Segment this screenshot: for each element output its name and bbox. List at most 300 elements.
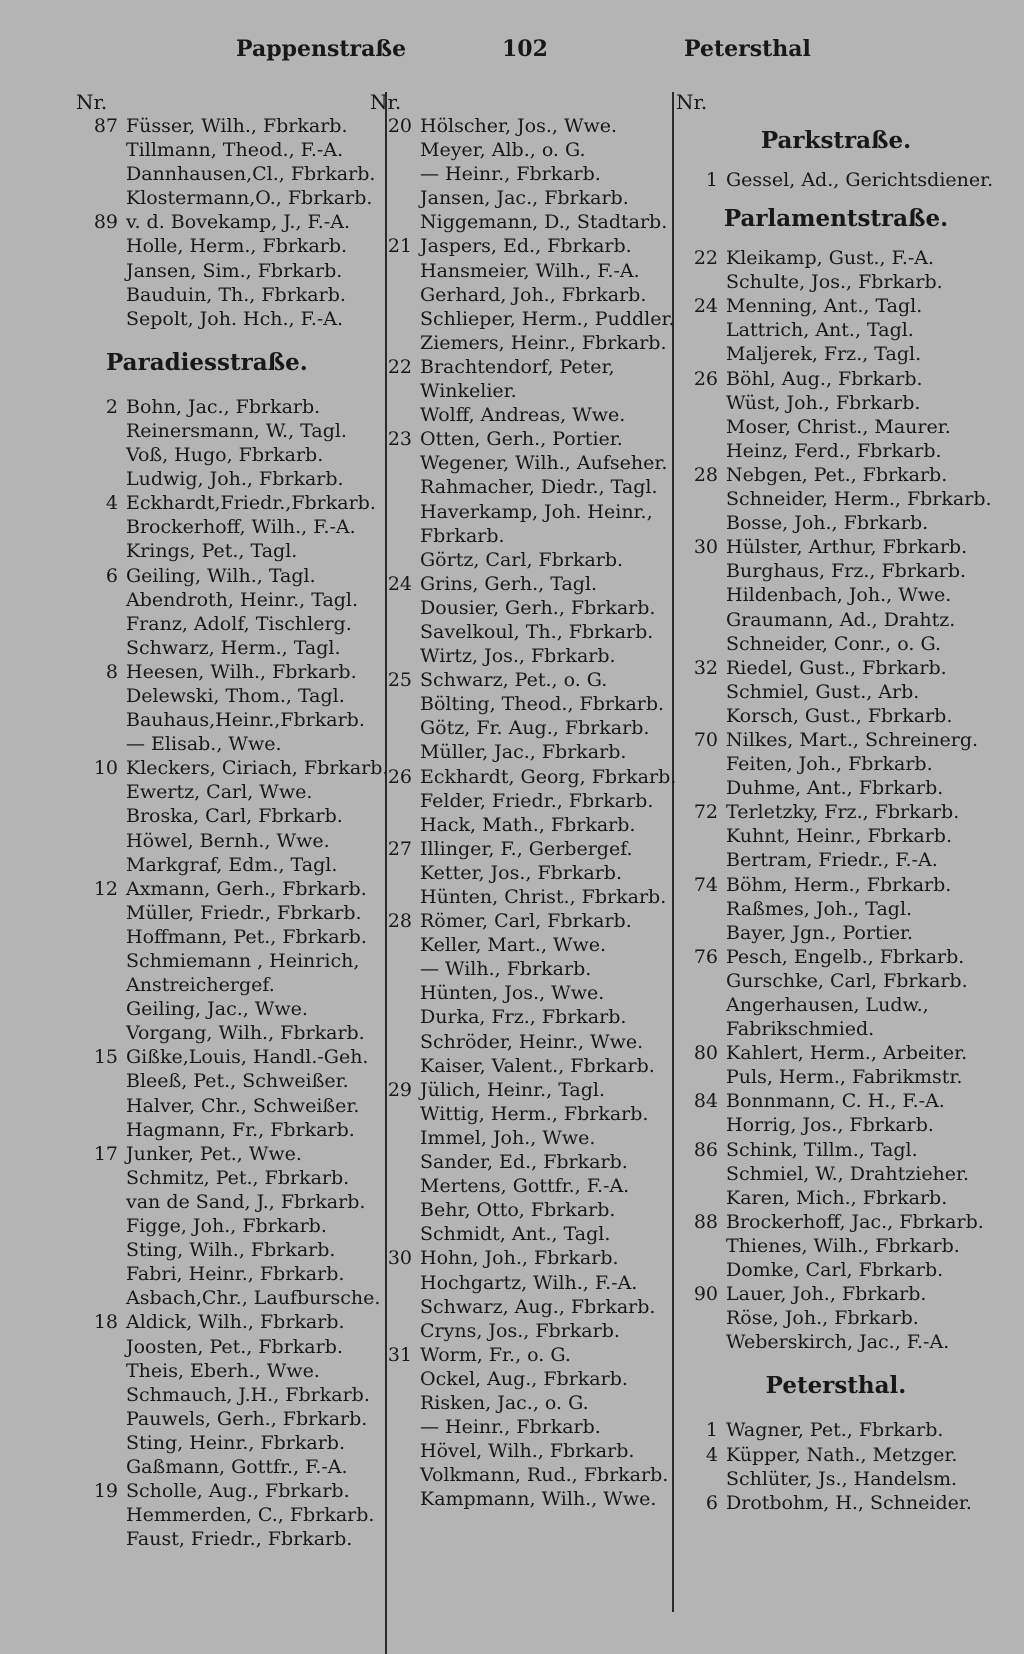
house-number bbox=[370, 885, 420, 909]
list-item bbox=[76, 307, 376, 331]
list-item bbox=[76, 491, 376, 515]
list-item bbox=[370, 1222, 675, 1246]
resident-entry: Winkelier. bbox=[420, 380, 517, 403]
list-item bbox=[76, 539, 376, 563]
list-item bbox=[370, 403, 675, 427]
resident-entry: Lauer, Joh., Fbrkarb. bbox=[726, 1283, 927, 1306]
house-number bbox=[76, 138, 126, 162]
resident-entry: Schmitz, Pet., Fbrkarb. bbox=[126, 1166, 350, 1189]
house-number: 20 bbox=[387, 115, 412, 137]
resident-entry: Höwel, Bernh., Wwe. bbox=[126, 829, 330, 852]
house-number bbox=[76, 1021, 126, 1045]
house-number bbox=[76, 1190, 126, 1214]
house-number bbox=[676, 993, 726, 1017]
house-number: 29 bbox=[387, 1078, 412, 1101]
house-number bbox=[370, 789, 420, 813]
list-item bbox=[370, 162, 675, 186]
list-item bbox=[370, 1439, 675, 1463]
house-number bbox=[676, 969, 726, 993]
resident-entry: Grins, Gerh., Tagl. bbox=[420, 572, 598, 595]
resident-entry: Wegener, Wilh., Aufseher. bbox=[420, 452, 668, 475]
resident-entry: Domke, Carl, Fbrkarb. bbox=[726, 1259, 944, 1282]
house-number bbox=[676, 1467, 726, 1491]
list-item bbox=[676, 1467, 996, 1491]
resident-entry: Junker, Pet., Wwe. bbox=[126, 1142, 302, 1165]
list-item bbox=[370, 765, 675, 789]
list-item bbox=[76, 853, 376, 877]
list-item bbox=[76, 708, 376, 732]
house-number: 4 bbox=[105, 492, 118, 515]
resident-entry: Otten, Gerh., Portier. bbox=[420, 428, 623, 451]
house-number: 21 bbox=[387, 235, 412, 258]
list-item bbox=[370, 1391, 675, 1415]
house-number bbox=[676, 1258, 726, 1282]
resident-entry: Karen, Mich., Fbrkarb. bbox=[726, 1186, 948, 1209]
resident-entry: Eckhardt,Friedr.,Fbrkarb. bbox=[126, 492, 376, 515]
resident-entry: Bleeß, Pet., Schweißer. bbox=[126, 1070, 349, 1093]
list-item bbox=[76, 829, 376, 853]
house-number: 6 bbox=[705, 1491, 718, 1514]
house-number bbox=[76, 1503, 126, 1527]
house-number: 24 bbox=[693, 295, 718, 318]
resident-entry: Wittig, Herm., Fbrkarb. bbox=[420, 1102, 649, 1125]
list-item bbox=[676, 1113, 996, 1137]
list-item bbox=[370, 1102, 675, 1126]
list-item bbox=[76, 973, 376, 997]
resident-entry: Riedel, Gust., Fbrkarb. bbox=[726, 656, 947, 679]
resident-entry: Illinger, F., Gerbergef. bbox=[420, 837, 633, 860]
list-item bbox=[370, 668, 675, 692]
list-item bbox=[370, 283, 675, 307]
house-number bbox=[370, 500, 420, 524]
resident-entry: Klostermann,O., Fbrkarb. bbox=[126, 187, 373, 210]
house-number bbox=[676, 511, 726, 535]
list-item bbox=[676, 246, 996, 270]
house-number bbox=[676, 318, 726, 342]
house-number bbox=[676, 1065, 726, 1089]
list-item bbox=[370, 210, 675, 234]
resident-entry: Cryns, Jos., Fbrkarb. bbox=[420, 1319, 620, 1342]
list-item bbox=[370, 307, 675, 331]
resident-entry: Hövel, Wilh., Fbrkarb. bbox=[420, 1440, 635, 1463]
street-heading: Petersthal. bbox=[765, 1372, 907, 1400]
resident-entry: Rahmacher, Diedr., Tagl. bbox=[420, 476, 658, 499]
resident-entry: Worm, Fr., o. G. bbox=[420, 1343, 571, 1366]
house-number: 23 bbox=[387, 428, 412, 451]
list-item bbox=[76, 1310, 376, 1334]
list-item bbox=[370, 620, 675, 644]
resident-entry: Schmidt, Ant., Tagl. bbox=[420, 1223, 611, 1246]
list-item bbox=[370, 475, 675, 499]
resident-entry: Schink, Tillm., Tagl. bbox=[726, 1138, 918, 1161]
house-number: 4 bbox=[705, 1443, 718, 1466]
list-item bbox=[676, 168, 996, 192]
house-number: 19 bbox=[93, 1480, 118, 1503]
house-number bbox=[76, 1359, 126, 1383]
resident-entry: Wolff, Andreas, Wwe. bbox=[420, 404, 626, 427]
resident-entry: Böhl, Aug., Fbrkarb. bbox=[726, 367, 923, 390]
resident-entry: — Elisab., Wwe. bbox=[126, 733, 282, 756]
house-number bbox=[370, 716, 420, 740]
list-item bbox=[76, 925, 376, 949]
house-number bbox=[370, 1054, 420, 1078]
house-number bbox=[676, 897, 726, 921]
resident-entry: Dannhausen,Cl., Fbrkarb. bbox=[126, 163, 376, 186]
list-item bbox=[76, 1431, 376, 1455]
house-number bbox=[76, 684, 126, 708]
list-item bbox=[676, 1186, 996, 1210]
list-item bbox=[76, 234, 376, 258]
list-item bbox=[76, 1190, 376, 1214]
house-number bbox=[370, 451, 420, 475]
resident-entry: Götz, Fr. Aug., Fbrkarb. bbox=[420, 717, 650, 740]
resident-entry: Eckhardt, Georg, Fbrkarb. bbox=[420, 765, 677, 788]
list-item bbox=[76, 210, 376, 234]
resident-entry: Figge, Joh., Fbrkarb. bbox=[126, 1215, 327, 1238]
resident-entry: Volkmann, Rud., Fbrkarb. bbox=[420, 1464, 669, 1487]
list-item bbox=[76, 1407, 376, 1431]
column-2 bbox=[370, 90, 675, 1511]
resident-entry: Felder, Friedr., Fbrkarb. bbox=[420, 789, 654, 812]
resident-entry: Bayer, Jgn., Portier. bbox=[726, 921, 914, 944]
house-number bbox=[370, 933, 420, 957]
resident-entry: Schmiemann , Heinrich, bbox=[126, 950, 360, 972]
resident-entry: Bertram, Friedr., F.-A. bbox=[726, 849, 938, 872]
resident-entry: Moser, Christ., Maurer. bbox=[726, 415, 951, 438]
house-number bbox=[370, 1439, 420, 1463]
list-item bbox=[76, 1238, 376, 1262]
resident-entry: Brockerhoff, Wilh., F.-A. bbox=[126, 516, 356, 539]
list-item bbox=[676, 1041, 996, 1065]
house-number bbox=[76, 1262, 126, 1286]
house-number: 22 bbox=[693, 247, 718, 270]
list-item bbox=[370, 259, 675, 283]
list-item bbox=[76, 877, 376, 901]
house-number bbox=[370, 210, 420, 234]
house-number bbox=[76, 1383, 126, 1407]
resident-entry: Hoffmann, Pet., Fbrkarb. bbox=[126, 925, 367, 948]
house-number bbox=[370, 1415, 420, 1439]
resident-entry: Nebgen, Pet., Fbrkarb. bbox=[726, 463, 948, 486]
resident-entry: Böhm, Herm., Fbrkarb. bbox=[726, 873, 952, 896]
resident-entry: Anstreichergef. bbox=[126, 974, 275, 997]
entry-list bbox=[676, 246, 996, 1354]
list-item bbox=[676, 294, 996, 318]
list-item bbox=[676, 270, 996, 294]
house-number: 74 bbox=[693, 873, 718, 896]
resident-entry: Kahlert, Herm., Arbeiter. bbox=[726, 1042, 968, 1065]
house-number bbox=[76, 732, 126, 756]
resident-entry: Bohn, Jac., Fbrkarb. bbox=[126, 395, 321, 418]
list-item bbox=[76, 1527, 376, 1551]
resident-entry: Theis, Eberh., Wwe. bbox=[126, 1359, 320, 1382]
list-item bbox=[676, 728, 996, 752]
resident-entry: Hünten, Jos., Wwe. bbox=[420, 982, 605, 1005]
house-number bbox=[676, 1330, 726, 1354]
resident-entry: Kaiser, Valent., Fbrkarb. bbox=[420, 1054, 655, 1077]
list-item bbox=[676, 873, 996, 897]
list-item bbox=[76, 588, 376, 612]
list-item bbox=[370, 1271, 675, 1295]
list-item bbox=[676, 969, 996, 993]
resident-entry: Graumann, Ad., Drahtz. bbox=[726, 608, 956, 631]
house-number bbox=[370, 1126, 420, 1150]
resident-entry: Sting, Wilh., Fbrkarb. bbox=[126, 1239, 336, 1262]
resident-entry: Schulte, Jos., Fbrkarb. bbox=[726, 271, 943, 294]
list-item bbox=[76, 1045, 376, 1069]
list-item bbox=[76, 1479, 376, 1503]
resident-entry: Kuhnt, Heinr., Fbrkarb. bbox=[726, 825, 952, 848]
resident-entry: Wüst, Joh., Fbrkarb. bbox=[726, 391, 921, 414]
house-number bbox=[676, 1186, 726, 1210]
house-number bbox=[676, 608, 726, 632]
entry-list bbox=[370, 114, 675, 1511]
list-item bbox=[676, 1065, 996, 1089]
house-number bbox=[370, 1271, 420, 1295]
house-number: 26 bbox=[693, 367, 718, 390]
resident-entry: Durka, Frz., Fbrkarb. bbox=[420, 1006, 627, 1029]
house-number bbox=[676, 415, 726, 439]
resident-entry: Joosten, Pet., Fbrkarb. bbox=[126, 1335, 343, 1358]
resident-entry: Fabrikschmied. bbox=[726, 1018, 875, 1041]
resident-entry: Bölting, Theod., Fbrkarb. bbox=[420, 693, 665, 716]
resident-entry: — Wilh., Fbrkarb. bbox=[420, 958, 592, 981]
resident-entry: Brockerhoff, Jac., Fbrkarb. bbox=[726, 1210, 984, 1233]
resident-entry: Hülster, Arthur, Fbrkarb. bbox=[726, 536, 968, 559]
list-item bbox=[676, 1306, 996, 1330]
header-left-street: Pappenstraße bbox=[236, 36, 407, 62]
list-item bbox=[370, 981, 675, 1005]
resident-entry: Gessel, Ad., Gerichtsdiener. bbox=[726, 169, 994, 191]
house-number: 28 bbox=[693, 463, 718, 486]
house-number bbox=[676, 270, 726, 294]
house-number: 84 bbox=[693, 1090, 718, 1113]
resident-entry: Schwarz, Pet., o. G. bbox=[420, 669, 608, 692]
resident-entry: Reinersmann, W., Tagl. bbox=[126, 419, 347, 442]
resident-entry: Menning, Ant., Tagl. bbox=[726, 295, 923, 318]
house-number bbox=[370, 861, 420, 885]
list-item bbox=[676, 1089, 996, 1113]
house-number bbox=[370, 1174, 420, 1198]
resident-entry: Schneider, Herm., Fbrkarb. bbox=[726, 488, 992, 511]
list-item bbox=[370, 692, 675, 716]
house-number bbox=[370, 138, 420, 162]
list-item bbox=[370, 1078, 675, 1102]
resident-entry: Krings, Pet., Tagl. bbox=[126, 540, 298, 563]
house-number bbox=[676, 776, 726, 800]
resident-entry: Hansmeier, Wilh., F.-A. bbox=[420, 259, 640, 282]
house-number: 24 bbox=[387, 572, 412, 595]
house-number: 17 bbox=[93, 1142, 118, 1165]
house-number bbox=[370, 1487, 420, 1511]
resident-entry: Sting, Heinr., Fbrkarb. bbox=[126, 1431, 346, 1454]
entry-list bbox=[76, 395, 389, 1552]
house-number bbox=[370, 524, 420, 548]
resident-entry: Bonnmann, C. H., F.-A. bbox=[726, 1090, 945, 1113]
list-item bbox=[370, 1295, 675, 1319]
list-item bbox=[676, 776, 996, 800]
list-item bbox=[76, 804, 376, 828]
house-number bbox=[370, 379, 420, 403]
house-number bbox=[676, 680, 726, 704]
resident-entry: Jansen, Jac., Fbrkarb. bbox=[420, 187, 629, 210]
resident-entry: Abendroth, Heinr., Tagl. bbox=[126, 588, 359, 611]
resident-entry: Burghaus, Frz., Fbrkarb. bbox=[726, 560, 967, 583]
house-number bbox=[76, 234, 126, 258]
house-number bbox=[676, 487, 726, 511]
resident-entry: Voß, Hugo, Fbrkarb. bbox=[126, 444, 324, 467]
list-item bbox=[676, 511, 996, 535]
list-item bbox=[76, 901, 376, 925]
resident-entry: Hohn, Joh., Fbrkarb. bbox=[420, 1247, 619, 1270]
list-item bbox=[676, 656, 996, 680]
resident-entry: Gißke,Louis, Handl.-Geh. bbox=[126, 1046, 369, 1069]
list-item bbox=[676, 993, 996, 1017]
list-item bbox=[370, 837, 675, 861]
house-number bbox=[676, 824, 726, 848]
list-item bbox=[76, 1262, 376, 1286]
house-number bbox=[370, 1222, 420, 1246]
list-item bbox=[370, 1150, 675, 1174]
resident-entry: Franz, Adolf, Tischlerg. bbox=[126, 612, 352, 635]
house-number bbox=[370, 1030, 420, 1054]
house-number bbox=[76, 443, 126, 467]
house-number bbox=[676, 391, 726, 415]
list-item bbox=[370, 909, 675, 933]
list-item bbox=[676, 1210, 996, 1234]
list-item bbox=[76, 1455, 376, 1479]
list-item bbox=[370, 138, 675, 162]
list-item bbox=[676, 1491, 996, 1515]
list-item bbox=[76, 997, 376, 1021]
resident-entry: Schmiel, Gust., Arb. bbox=[726, 680, 920, 703]
resident-entry: Raßmes, Joh., Tagl. bbox=[726, 897, 913, 920]
resident-entry: Lattrich, Ant., Tagl. bbox=[726, 319, 914, 342]
house-number bbox=[676, 559, 726, 583]
list-item bbox=[676, 680, 996, 704]
resident-entry: Behr, Otto, Fbrkarb. bbox=[420, 1199, 616, 1222]
house-number bbox=[370, 596, 420, 620]
list-item bbox=[676, 583, 996, 607]
list-item bbox=[676, 921, 996, 945]
house-number bbox=[370, 1295, 420, 1319]
list-item bbox=[370, 861, 675, 885]
resident-entry: Scholle, Aug., Fbrkarb. bbox=[126, 1480, 350, 1503]
list-item bbox=[76, 186, 376, 210]
resident-entry: Sander, Ed., Fbrkarb. bbox=[420, 1151, 628, 1174]
house-number bbox=[370, 186, 420, 210]
list-item bbox=[676, 487, 996, 511]
list-item bbox=[676, 1258, 996, 1282]
house-number bbox=[76, 162, 126, 186]
resident-entry: Hölscher, Jos., Wwe. bbox=[420, 115, 618, 137]
house-number: 6 bbox=[105, 564, 118, 587]
list-item bbox=[370, 1054, 675, 1078]
list-item bbox=[676, 1418, 996, 1442]
resident-entry: Korsch, Gust., Fbrkarb. bbox=[726, 704, 953, 727]
house-number: 30 bbox=[387, 1247, 412, 1270]
house-number bbox=[676, 342, 726, 366]
header-right-street: Petersthal bbox=[684, 36, 811, 62]
list-item bbox=[676, 415, 996, 439]
house-number: 10 bbox=[93, 757, 118, 780]
resident-entry: Asbach,Chr., Laufbursche. bbox=[126, 1287, 381, 1310]
list-item bbox=[676, 1330, 996, 1354]
house-number bbox=[76, 1069, 126, 1093]
house-number bbox=[76, 588, 126, 612]
house-number bbox=[370, 1463, 420, 1487]
list-item bbox=[370, 596, 675, 620]
list-item bbox=[76, 1118, 376, 1142]
house-number bbox=[76, 1166, 126, 1190]
house-number bbox=[676, 704, 726, 728]
resident-entry: Thienes, Wilh., Fbrkarb. bbox=[726, 1234, 960, 1257]
resident-entry: Angerhausen, Ludw., bbox=[726, 994, 929, 1016]
house-number bbox=[676, 1113, 726, 1137]
resident-entry: Sepolt, Joh. Hch., F.-A. bbox=[126, 307, 344, 330]
list-item bbox=[76, 443, 376, 467]
resident-entry: Mertens, Gottfr., F.-A. bbox=[420, 1175, 630, 1198]
house-number: 80 bbox=[693, 1042, 718, 1065]
house-number bbox=[76, 1238, 126, 1262]
list-item bbox=[76, 564, 376, 588]
list-item bbox=[676, 945, 996, 969]
house-number bbox=[76, 419, 126, 443]
list-item bbox=[370, 427, 675, 451]
list-item bbox=[370, 813, 675, 837]
house-number bbox=[370, 620, 420, 644]
list-item bbox=[76, 1166, 376, 1190]
house-number bbox=[76, 1118, 126, 1142]
list-item bbox=[370, 885, 675, 909]
resident-entry: Heesen, Wilh., Fbrkarb. bbox=[126, 660, 357, 683]
house-number bbox=[370, 162, 420, 186]
resident-entry: Hildenbach, Joh., Wwe. bbox=[726, 584, 952, 607]
list-item bbox=[76, 114, 376, 138]
resident-entry: Röse, Joh., Fbrkarb. bbox=[726, 1307, 919, 1330]
entry-list bbox=[76, 114, 376, 331]
list-item bbox=[76, 1069, 376, 1093]
resident-entry: Gerhard, Joh., Fbrkarb. bbox=[420, 283, 647, 306]
house-number bbox=[370, 307, 420, 331]
house-number bbox=[676, 1162, 726, 1186]
list-item bbox=[76, 1359, 376, 1383]
house-number bbox=[370, 1150, 420, 1174]
list-item bbox=[370, 957, 675, 981]
house-number: 76 bbox=[693, 945, 718, 968]
resident-entry: Müller, Jac., Fbrkarb. bbox=[420, 741, 627, 764]
house-number: 70 bbox=[693, 728, 718, 751]
entry-list bbox=[676, 168, 996, 192]
list-item bbox=[76, 660, 376, 684]
house-number bbox=[370, 1319, 420, 1343]
list-item bbox=[370, 789, 675, 813]
resident-entry: Bauduin, Th., Fbrkarb. bbox=[126, 283, 346, 306]
resident-entry: Fbrkarb. bbox=[420, 524, 505, 547]
house-number bbox=[76, 1455, 126, 1479]
list-item bbox=[676, 1443, 996, 1467]
list-item bbox=[370, 355, 675, 379]
resident-entry: Wagner, Pet., Fbrkarb. bbox=[726, 1419, 944, 1442]
list-item bbox=[676, 1017, 996, 1041]
street-heading: Paradiesstraße. bbox=[106, 348, 308, 376]
page-header bbox=[0, 36, 1024, 76]
house-number bbox=[676, 1306, 726, 1330]
list-item bbox=[676, 824, 996, 848]
house-number: 15 bbox=[93, 1046, 118, 1069]
resident-entry: — Heinr., Fbrkarb. bbox=[420, 1416, 601, 1439]
list-item bbox=[76, 732, 376, 756]
